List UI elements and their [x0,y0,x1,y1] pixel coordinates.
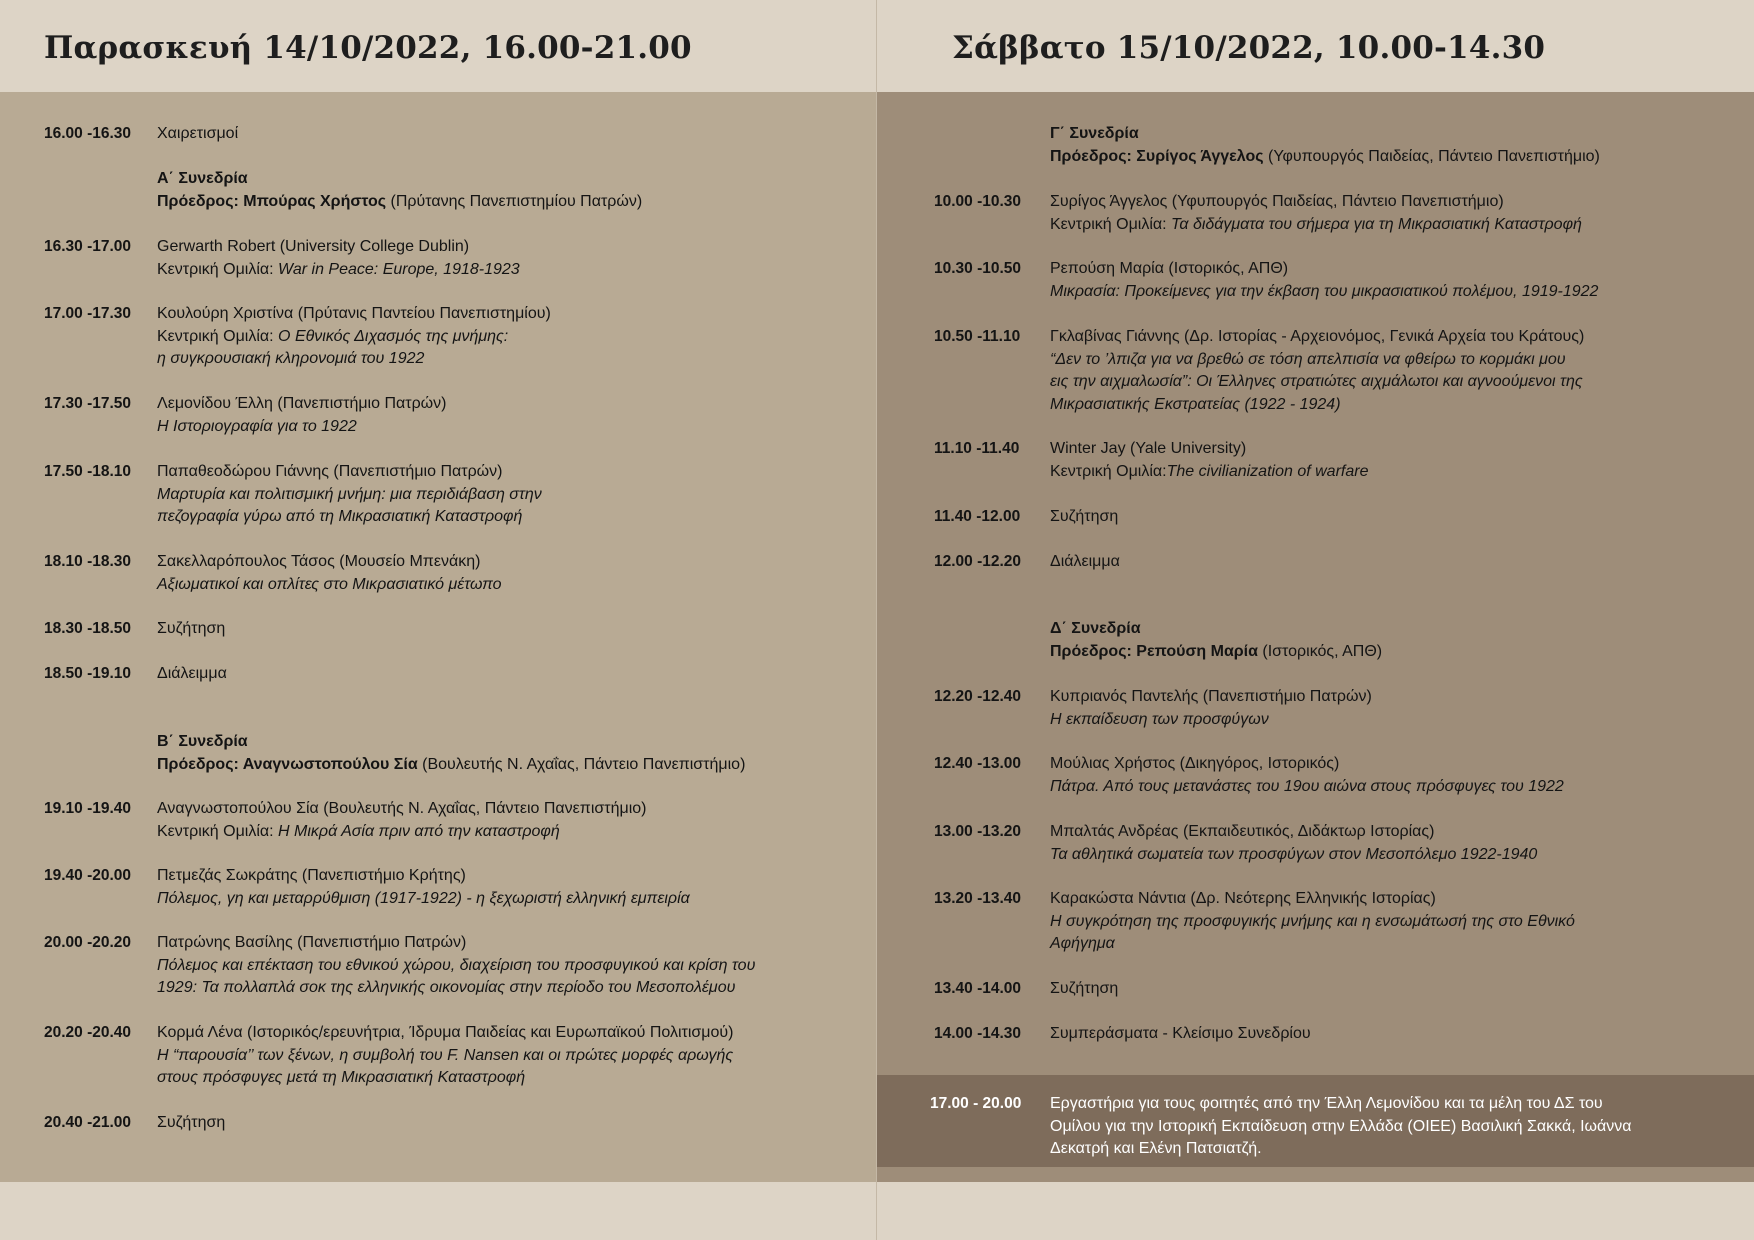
entry-time: 16.30 -17.00 [44,238,132,255]
entry-time: 18.10 -18.30 [44,553,132,570]
talk-title-cont: εις την αιχμαλωσία”: Οι Έλληνες στρατιώτες αιχμάλωτοι και αγνοούμενοι της [1050,373,1583,390]
entry-speaker: Συρίγος Άγγελος (Υφυπουργός Παιδείας, Πάντειο Πανεπιστήμιο) [1050,193,1504,210]
entry-time: 12.40 -13.00 [934,755,1022,772]
fold-line [876,0,877,1240]
workshop-box [876,1075,1754,1167]
talk-title: Η Μικρά Ασία πριν από την καταστροφή [278,822,560,840]
entry-time: 12.00 -12.20 [934,553,1022,570]
friday-title: Παρασκευή 14/10/2022, 16.00-21.00 [44,30,692,66]
talk-title: Τα διδάγματα του σήμερα για τη Μικρασιατική Καταστροφή [1171,215,1582,233]
talk-title: Πόλεμος και επέκταση του εθνικού χώρου, διαχείριση του προσφυγικού και κρίση του [157,956,756,974]
talk-title: “Δεν το ’λπιζα για να βρεθώ σε τόση απελπισία να φθείρω το κορμάκι μου [1050,350,1566,368]
keynote-label: Κεντρική Ομιλία: [1050,215,1172,233]
session-heading: Γ΄ Συνεδρία [1050,125,1139,142]
entry-speaker: Γκλαβίνας Γιάννης (Δρ. Ιστορίας - Αρχειονόμος, Γενικά Αρχεία του Κράτους) [1050,328,1585,345]
entry-title: Συζήτηση [157,1114,226,1131]
saturday-title: Σάββατο 15/10/2022, 10.00-14.30 [952,30,1546,66]
talk-title: Μικρασία: Προκείμενες για την έκβαση του μικρασιατικού πολέμου, 1919-1922 [1050,282,1599,300]
entry-speaker: Gerwarth Robert (University College Dublin) [157,238,470,255]
workshop-text: Δεκατρή και Ελένη Πατσιατζή. [1050,1140,1262,1157]
entry-title: Συζήτηση [157,620,226,637]
session-chair-label: Πρόεδρος: Ρεπούση Μαρία [1050,642,1258,660]
entry-time: 20.20 -20.40 [44,1024,132,1041]
entry-time: 19.40 -20.00 [44,867,132,884]
keynote-label: Κεντρική Ομιλία: [157,822,279,840]
keynote-label: Κεντρική Ομιλία: [1050,462,1167,480]
entry-title: Διάλειμμα [157,665,227,682]
entry-time: 17.00 -17.30 [44,305,132,322]
session-heading: Δ΄ Συνεδρία [1050,620,1141,637]
talk-title: The civilianization of warfare [1166,462,1369,480]
talk-title: Μαρτυρία και πολιτισμική μνήμη: μια περιδιάβαση στην [157,485,542,503]
talk-title-cont: Μικρασιατικής Εκστρατείας (1922 - 1924) [1050,395,1341,413]
entry-title: Συμπεράσματα - Κλείσιμο Συνεδρίου [1050,1025,1311,1042]
entry-time: 17.00 - 20.00 [930,1095,1022,1112]
entry-speaker: Winter Jay (Yale University) [1050,440,1247,457]
entry-speaker: Σακελλαρόπουλος Τάσος (Μουσείο Μπενάκη) [157,553,481,570]
talk-title-cont: 1929: Τα πολλαπλά σοκ της ελληνικής οικονομίας στην περίοδο του Μεσοπολέμου [157,979,736,996]
saturday-footer-strip [876,1182,1754,1240]
session-chair-affiliation: (Βουλευτής Ν. Αχαΐας, Πάντειο Πανεπιστήμιο) [417,755,746,773]
talk-title: Η εκπαίδευση των προσφύγων [1050,710,1269,728]
talk-title-cont: πεζογραφία γύρω από τη Μικρασιατική Καταστροφή [157,508,523,525]
talk-title: Πάτρα. Από τους μετανάστες του 19ου αιώνα στους πρόσφυγες του 1922 [1050,777,1564,795]
talk-title: Αξιωματικοί και οπλίτες στο Μικρασιατικό μέτωπο [157,575,502,593]
entry-title: Διάλειμμα [1050,553,1120,570]
session-chair-label: Πρόεδρος: Αναγνωστοπούλου Σία [157,755,418,773]
entry-time: 16.00 -16.30 [44,125,132,142]
talk-title-cont: στους πρόσφυγες μετά τη Μικρασιατική Καταστροφή [157,1069,526,1086]
entry-time: 13.00 -13.20 [934,823,1022,840]
entry-time: 19.10 -19.40 [44,800,132,817]
entry-time: 10.30 -10.50 [934,260,1022,277]
entry-speaker: Ρεπούση Μαρία (Ιστορικός, ΑΠΘ) [1050,260,1289,277]
workshop-text: Ομίλου για την Ιστορική Εκπαίδευση στην Ελλάδα (ΟΙΕΕ) Βασιλική Σακκά, Ιωάννα [1050,1117,1632,1135]
entry-time: 20.00 -20.20 [44,934,132,951]
entry-time: 20.40 -21.00 [44,1114,132,1131]
entry-time: 17.30 -17.50 [44,395,132,412]
entry-speaker: Κορμά Λένα (Ιστορικός/ερευνήτρια, Ίδρυμα Παιδείας και Ευρωπαϊκού Πολιτισμού) [157,1024,734,1041]
friday-footer-strip [0,1182,876,1240]
talk-title: Η συγκρότηση της προσφυγικής μνήμης και η ενσωμάτωσή της στο Εθνικό [1050,912,1575,930]
entry-time: 18.50 -19.10 [44,665,132,682]
entry-title: Χαιρετισμοί [157,125,239,142]
workshop-text: Εργαστήρια για τους φοιτητές από την Έλλη Λεμονίδου και τα μέλη του ΔΣ του [1050,1095,1603,1112]
entry-time: 14.00 -14.30 [934,1025,1022,1042]
entry-time: 10.50 -11.10 [934,328,1021,345]
entry-speaker: Καρακώστα Νάντια (Δρ. Νεότερης Ελληνικής Ιστορίας) [1050,890,1436,907]
entry-speaker: Λεμονίδου Έλλη (Πανεπιστήμιο Πατρών) [157,395,447,412]
talk-title-cont: Αφήγημα [1050,935,1115,952]
session-chair-label: Πρόεδρος: Μπούρας Χρήστος [157,192,387,210]
saturday-panel [876,0,1754,1240]
entry-speaker: Αναγνωστοπούλου Σία (Βουλευτής Ν. Αχαΐας, Πάντειο Πανεπιστήμιο) [157,800,647,817]
friday-panel [0,0,876,1240]
entry-speaker: Πατρώνης Βασίλης (Πανεπιστήμιο Πατρών) [157,934,467,951]
entry-time: 11.40 -12.00 [934,508,1021,525]
talk-title-cont: η συγκρουσιακή κληρονομιά του 1922 [157,350,425,367]
talk-title: Η “παρουσία’’ των ξένων, η συμβολή του F. Nansen και οι πρώτες μορφές αρωγής [157,1046,734,1064]
entry-time: 17.50 -18.10 [44,463,132,480]
entry-time: 18.30 -18.50 [44,620,132,637]
entry-title: Συζήτηση [1050,980,1119,997]
entry-time: 11.10 -11.40 [934,440,1020,457]
session-chair-affiliation: (Ιστορικός, ΑΠΘ) [1257,642,1383,660]
entry-speaker: Πετμεζάς Σωκράτης (Πανεπιστήμιο Κρήτης) [157,867,466,884]
keynote-label: Κεντρική Ομιλία: [157,260,279,278]
entry-speaker: Κυπριανός Παντελής (Πανεπιστήμιο Πατρών) [1050,688,1372,705]
entry-speaker: Παπαθεοδώρου Γιάννης (Πανεπιστήμιο Πατρών) [157,463,503,480]
talk-title: Ο Εθνικός Διχασμός της μνήμης: [278,327,509,345]
session-chair-label: Πρόεδρος: Συρίγος Άγγελος [1050,147,1264,165]
talk-title: War in Peace: Europe, 1918-1923 [278,260,520,278]
entry-time: 13.40 -14.00 [934,980,1022,997]
entry-time: 12.20 -12.40 [934,688,1022,705]
entry-time: 13.20 -13.40 [934,890,1022,907]
talk-title: Τα αθλητικά σωματεία των προσφύγων στον Μεσοπόλεμο 1922-1940 [1050,845,1538,863]
entry-speaker: Μπαλτάς Ανδρέας (Εκπαιδευτικός, Διδάκτωρ Ιστορίας) [1050,823,1435,840]
session-chair-affiliation: (Υφυπουργός Παιδείας, Πάντειο Πανεπιστήμιο) [1263,147,1600,165]
talk-title: Πόλεμος, γη και μεταρρύθμιση (1917-1922) - η ξεχωριστή ελληνική εμπειρία [157,889,690,907]
session-heading: Β΄ Συνεδρία [157,733,248,750]
talk-title: Η Ιστοριογραφία για το 1922 [157,417,357,435]
entry-speaker: Μούλιας Χρήστος (Δικηγόρος, Ιστορικός) [1050,755,1340,772]
entry-title: Συζήτηση [1050,508,1119,525]
keynote-label: Κεντρική Ομιλία: [157,327,279,345]
entry-speaker: Κουλούρη Χριστίνα (Πρύτανις Παντείου Πανεπιστημίου) [157,305,551,322]
session-heading: Α΄ Συνεδρία [157,170,248,187]
session-chair-affiliation: (Πρύτανης Πανεπιστημίου Πατρών) [386,192,643,210]
entry-time: 10.00 -10.30 [934,193,1022,210]
friday-schedule-band [0,92,876,1182]
saturday-schedule-band [876,92,1754,1182]
